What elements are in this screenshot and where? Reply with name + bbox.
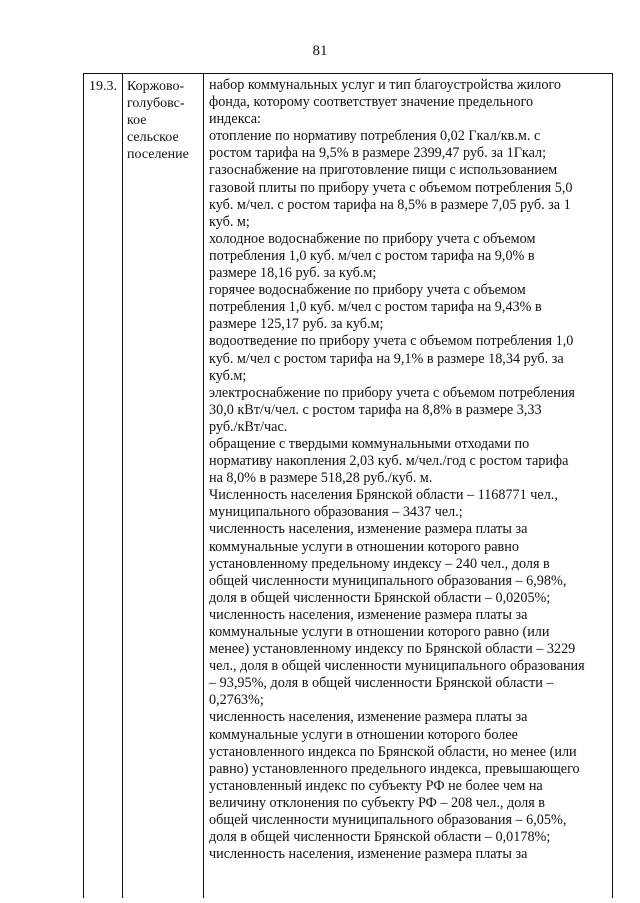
content-line: размере 18,16 руб. за куб.м; [209, 265, 377, 282]
document-table [83, 73, 613, 898]
content-line: ростом тарифа на 9,5% в размере 2399,47 руб. за 1Гкал; [209, 145, 547, 162]
content-line: менее) установленному индексу по Брянской области – 3229 [209, 641, 576, 658]
content-line: потребления 1,0 куб. м/чел с ростом тарифа на 9,0% в [209, 247, 535, 264]
municipality-name-line: поселение [127, 147, 189, 162]
content-line: фонда, которому соответствует значение предельного [209, 94, 534, 111]
content-line: Численность населения Брянской области – 1168771 чел., [209, 487, 558, 504]
content-line: величину отклонения по субъекту РФ – 208 чел., доля в [209, 794, 545, 811]
content-line: установленный индекс по субъекту РФ не более чем на [209, 777, 543, 794]
row-content-cell [204, 74, 612, 898]
content-line: размере 125,17 руб. за куб.м; [209, 316, 384, 333]
municipality-name-cell [123, 74, 204, 898]
content-line: электроснабжение по прибору учета с объемом потребления [209, 384, 575, 401]
content-line: равно) установленного предельного индекса, превышающего [209, 760, 580, 777]
content-line: горячее водоснабжение по прибору учета с объемом [209, 282, 526, 299]
page-number: 81 [312, 43, 328, 59]
municipality-name-line: Коржово- [127, 79, 185, 94]
content-line: набор коммунальных услуг и тип благоустройства жилого [209, 77, 562, 93]
content-line: численность населения, изменение размера платы за [209, 521, 528, 538]
content-line: потребления 1,0 куб. м/чел с ростом тарифа на 9,43% в [209, 299, 542, 316]
municipality-name-line: сельское [127, 130, 179, 145]
content-line: общей численности муниципального образования – 6,98%, [209, 572, 567, 589]
content-line: 30,0 кВт/ч/чел. с ростом тарифа на 8,8% в размере 3,33 [209, 401, 542, 418]
content-line: общей численности муниципального образования – 6,05%, [209, 812, 567, 829]
content-line: – 93,95%, доля в общей численности Брянской области – [209, 675, 554, 692]
content-line: водоотведение по прибору учета с объемом потребления 1,0 [209, 333, 574, 350]
content-line: газоснабжение на приготовление пищи с использованием [209, 162, 558, 179]
content-line: численность населения, изменение размера платы за [209, 846, 528, 863]
content-line: доля в общей численности Брянской области – 0,0205%; [209, 589, 551, 606]
content-line: установленному предельному индексу – 240 чел., доля в [209, 555, 550, 572]
content-line: коммунальные услуги в отношении которого более [209, 726, 518, 743]
content-line: муниципального образования – 3437 чел.; [209, 504, 463, 521]
content-line: куб.м; [209, 367, 247, 384]
content-line: куб. м; [209, 213, 250, 230]
content-line: нормативу накопления 2,03 куб. м/чел./год с ростом тарифа [209, 453, 569, 470]
content-line: численность населения, изменение размера платы за [209, 606, 528, 623]
content-line: холодное водоснабжение по прибору учета с объемом [209, 230, 536, 247]
municipality-name-line: кое [127, 113, 147, 128]
content-line: куб. м/чел с ростом тарифа на 9,1% в размере 18,34 руб. за [209, 350, 564, 367]
content-line: отопление по нормативу потребления 0,02 Гкал/кв.м. с [209, 128, 541, 145]
content-line: коммунальные услуги в отношении которого равно [209, 538, 519, 555]
content-line: газовой плиты по прибору учета с объемом потребления 5,0 [209, 179, 573, 196]
content-line: обращение с твердыми коммунальными отходами по [209, 435, 530, 452]
content-line: на 8,0% в размере 518,28 руб./куб. м. [209, 470, 433, 487]
content-line: руб./кВт/час. [209, 418, 288, 435]
content-line: куб. м/чел. с ростом тарифа на 8,5% в размере 7,05 руб. за 1 [209, 196, 571, 213]
content-line: численность населения, изменение размера платы за [209, 709, 528, 726]
content-line: индекса: [209, 111, 261, 128]
municipality-name-line: голубовс- [127, 96, 185, 111]
row-number-cell: 19.3. [84, 74, 123, 898]
content-line: 0,2763%; [209, 692, 264, 709]
content-line: установленного индекса по Брянской области, но менее (или [209, 743, 577, 760]
content-line: чел., доля в общей численности муниципального образования [209, 658, 585, 675]
content-line: коммунальные услуги в отношении которого равно (или [209, 624, 550, 640]
content-line: доля в общей численности Брянской области – 0,0178%; [209, 829, 551, 846]
